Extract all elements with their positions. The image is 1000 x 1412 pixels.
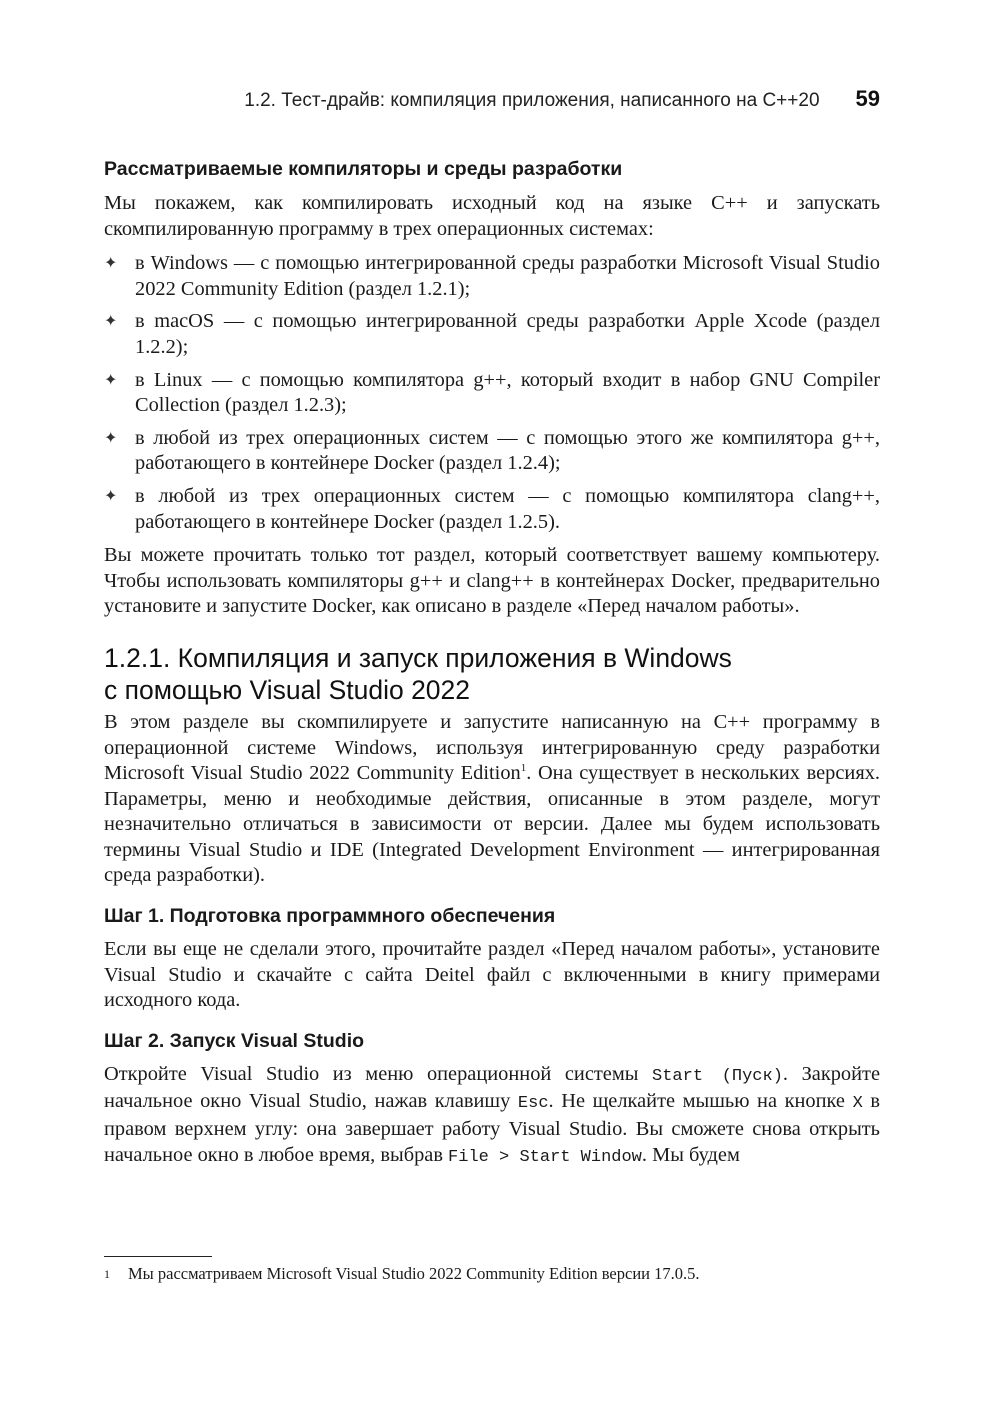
code-x: X — [852, 1094, 863, 1114]
compilers-intro: Мы покажем, как компилировать исходный код на языке C++ и запускать скомпилированную программу в трех операционных системах: — [104, 192, 880, 240]
list-item: ✦ в Windows — с помощью интегрированной среды разработки Microsoft Visual Studio 2022 Community Edition (раздел 1.2.1); — [104, 252, 880, 300]
list-item: ✦ в любой из трех операционных систем — с помощью этого же компилятора g++, работающего в контейнере Docker (раздел 1.2.4); — [104, 426, 880, 475]
step1-heading: Шаг 1. Подготовка программного обеспечения — [104, 905, 556, 928]
section-121-paragraph: В этом разделе вы скомпилируете и запустите написанную на C++ программу в операционной системе Windows, используя интегрированную среду разработки Microsoft Visual Studio 2022 Community Edition$^1$. Она существует в нескольких версиях. Параметры, меню и необходимые действия, описанные в этом разделе, могут незначительно отличаться в зависимости от версии. Далее мы будем использовать термины Visual Studio и IDE (Integrated Development Environment — интегрированная среда разработки). — [104, 710, 880, 887]
running-header — [100, 86, 880, 112]
bullet-icon: ✦ — [104, 313, 118, 331]
list-item: ✦ в любой из трех операционных систем — с помощью компилятора clang++, работающего в контейнере Docker (раздел 1.2.5). — [104, 484, 880, 533]
footnote-mark: 1 — [104, 1267, 110, 1281]
section-121-heading: 1.2.1. Компиляция и запуск приложения в Windows с помощью Visual Studio 2022 — [104, 642, 732, 705]
page-number: 59 — [855, 86, 880, 111]
step1-text: Если вы еще не сделали этого, прочитайте раздел «Перед началом работы», установите Visual Studio и скачайте с сайта Deitel файл с включенными в книгу примерами исходного кода. — [104, 938, 880, 1012]
compilers-heading: Рассматриваемые компиляторы и среды разработки — [104, 158, 623, 180]
code-esc: Esc — [517, 1094, 549, 1114]
list-item: ✦ в Linux — с помощью компилятора g++, который входит в набор GNU Compiler Collection (раздел 1.2.3); — [104, 368, 880, 417]
page-content — [104, 158, 880, 1170]
compilers-list — [104, 251, 880, 535]
bullet-icon: ✦ — [104, 429, 118, 447]
footnote-divider — [104, 1256, 212, 1257]
step2-text: Откройте Visual Studio из меню операционной системы Start (Пуск). Закройте начальное окно Visual Studio, нажав клавишу Esc. Не щелкайте мышью на кнопке X в правом верхнем углу: она завершает работу Visual Studio. Вы сможете снова открыть начальное окно в любое время, выбрав File > Start Window. Мы будем — [104, 1062, 881, 1167]
bullet-icon: ✦ — [104, 255, 118, 273]
bullet-icon: ✦ — [104, 371, 118, 389]
list-item: ✦ в macOS — с помощью интегрированной среды разработки Apple Xcode (раздел 1.2.2); — [104, 310, 880, 358]
bullet-icon: ✦ — [104, 487, 118, 505]
footnote-ref[interactable]: 1 — [520, 762, 527, 775]
step2-heading: Шаг 2. Запуск Visual Studio — [104, 1029, 365, 1052]
code-file-start-window: File > Start Window — [448, 1147, 642, 1167]
code-start: Start (Пуск) — [652, 1066, 783, 1086]
footnote-text: Мы рассматриваем Microsoft Visual Studio 2022 Community Edition версии 17.0.5. — [128, 1264, 700, 1283]
running-title: 1.2. Тест-драйв: компиляция приложения, написанного на С++20 — [244, 90, 820, 111]
compilers-closing: Вы можете прочитать только тот раздел, который соответствует вашему компьютеру. Чтобы использовать компиляторы g++ и clang++ в контейнерах Docker, предварительно установите и запустите Docker, как описано в разделе «Перед началом работы». — [104, 544, 880, 618]
footnote — [104, 1264, 880, 1284]
